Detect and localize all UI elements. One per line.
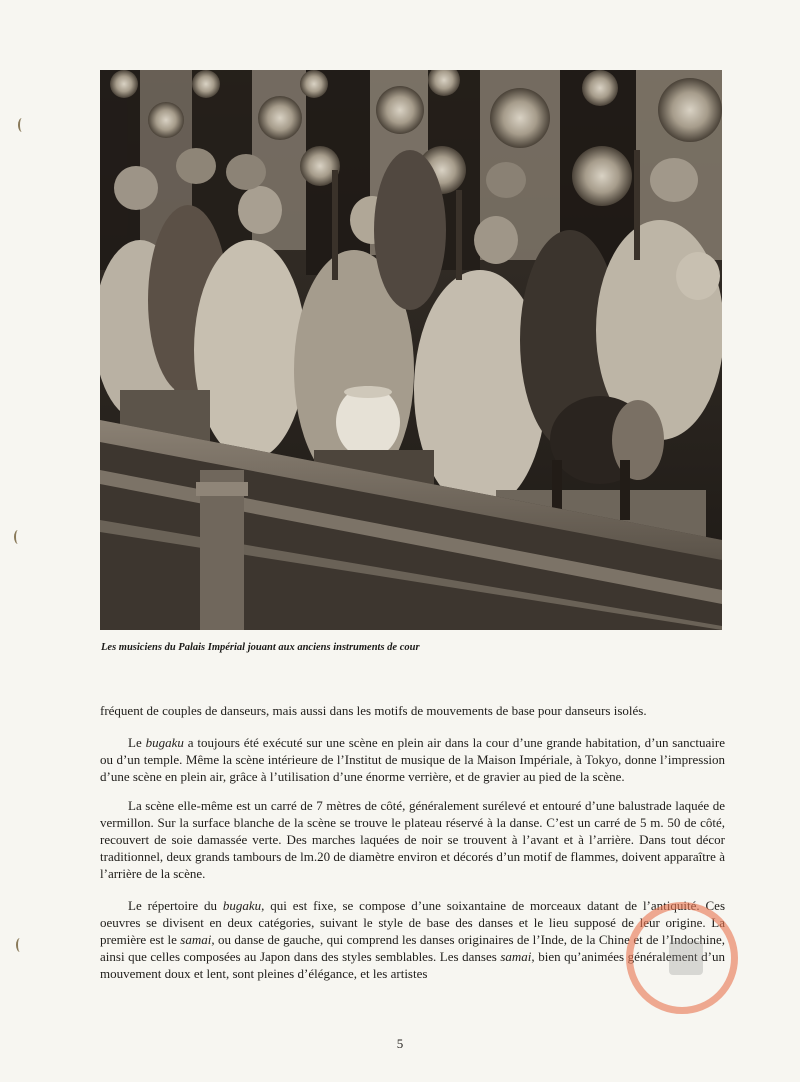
binder-hole-mark — [14, 530, 22, 544]
binder-hole-mark — [16, 938, 24, 952]
body-text — [100, 702, 725, 994]
paragraph: Le répertoire du bugaku, qui est fixe, se compose d’une soixantaine de morceaux datant de l’antiquité. Ces oeuvres se divisent en deux catégories, suivant le style de base des danses et le lieu supposé de leur origine. La première est le samai, ou danse de gauche, qui comprend les danses originaires de l’Inde, de la Chine et de l’Indochine, ainsi que celles composées au Japon dans des styles semblables. Les danses samai, bien qu’animées généralement d’un mouvement doux et lent, sont pleines d’élégance, et les artistes — [100, 898, 726, 981]
paragraph: Le bugaku a toujours été exécuté sur une scène en plein air dans la cour d’une grande habitation, d’un sanctuaire ou d’un temple. Même la scène intérieure de l’Institut de musique de la Maison Impériale, à Tokyo, donne l’impression d’une scène en plein air, grâce à l’utilisation d’une énorme verrière, et de gravier au pied de la scène. — [100, 735, 726, 784]
photo-caption: Les musiciens du Palais Impérial jouant aux anciens instruments de cour — [101, 642, 420, 653]
paragraph: La scène elle-même est un carré de 7 mètres de côté, généralement surélevé et entouré d’une balustrade laquée de vermillon. Sur la surface blanche de la scène se trouve le plateau réservé à la danse. C’est un carré de 5 m. 50 de côté, recouvert de soie damassée verte. Des marches laquées de noir se trouvent à l’avant et à l’arrière. Dans tout décor traditionnel, deux grands tambours de lm.20 de diamètre environ et décorés d’un motif de flammes, doivent apparaître à l’arrière de la scène. — [100, 798, 725, 881]
binder-hole-mark — [18, 118, 26, 132]
musicians-photograph — [100, 70, 722, 630]
paragraph: fréquent de couples de danseurs, mais aussi dans les motifs de mouvements de base pour danseurs isolés. — [100, 703, 647, 718]
page-number: 5 — [396, 1036, 404, 1051]
